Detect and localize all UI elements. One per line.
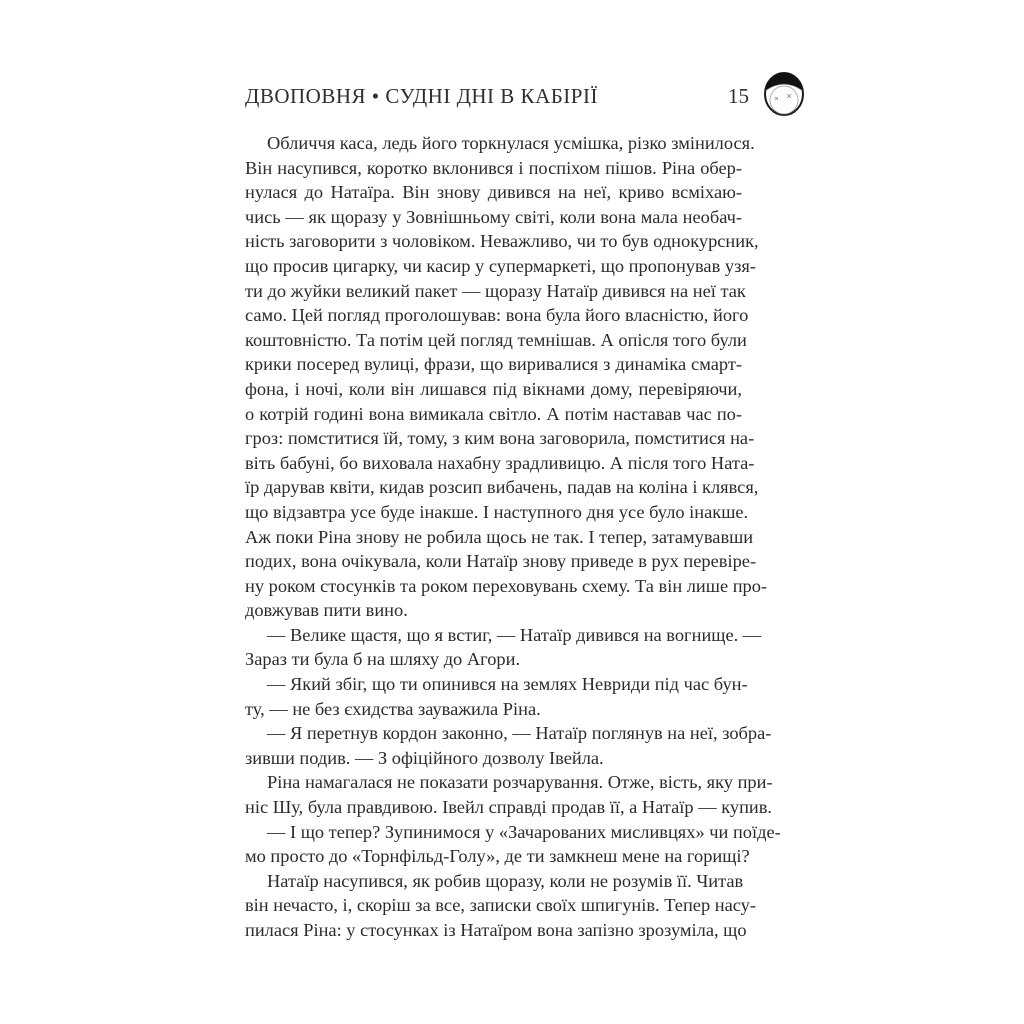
text-line: зивши подив. — З офіційного дозволу Івейла. xyxy=(245,747,604,768)
text-line: фона, і ночі, коли він лишався під вікнами дому, перевіряючи, xyxy=(245,378,742,399)
paragraph-4 xyxy=(245,770,773,819)
paragraph-5 xyxy=(245,820,781,869)
text-line: їр дарував квіти, кидав розсип вибачень, падав на коліна і клявся, xyxy=(245,477,759,498)
text-line: подих, вона очікувала, коли Натаїр знову приведе в рух перевіре- xyxy=(245,551,757,572)
text-line: Аж поки Ріна знову не робила щось не так. І тепер, затамувавши xyxy=(245,526,754,547)
text-line: віть бабуні, бо виховала нахабну зрадливицю. А після того Ната- xyxy=(245,452,755,473)
text-line: ніс Шу, була правдивою. Івейл справді продав її, а Натаїр — купив. xyxy=(245,797,773,818)
paragraph-3 xyxy=(245,721,772,770)
paragraph-1 xyxy=(245,623,762,672)
text-line: о котрій годині вона вимикала світло. А потім наставав час по- xyxy=(245,403,742,424)
text-line: ну роком стосунків та роком переховувань схему. Та він лише про- xyxy=(245,575,768,596)
text-line: Він насупився, коротко вклонився і поспіхом пішов. Ріна обер- xyxy=(245,157,742,178)
text-line: ти до жуйки великий пакет — щоразу Натаїр дивився на неї так xyxy=(245,280,746,301)
moon-phase-icon xyxy=(762,70,806,118)
text-line: гроз: помститися їй, тому, з ким вона заговорила, помститися на- xyxy=(245,428,755,449)
text-line: нулася до Натаїра. Він знову дивився на неї, криво всміхаю- xyxy=(245,182,742,203)
page-number: 15 xyxy=(728,84,749,108)
running-title: ДВОПОВНЯ • СУДНІ ДНІ В КАБІРІЇ xyxy=(245,84,598,108)
text-line: ту, — не без єхидства зауважила Ріна. xyxy=(245,698,541,719)
text-line: крики посеред вулиці, фрази, що виривалися з динаміка смарт- xyxy=(245,354,742,375)
text-line: коштовністю. Та потім цей погляд темнішав. А опісля того були xyxy=(245,329,747,350)
running-header xyxy=(245,84,749,114)
text-line: пилася Ріна: у стосунках із Натаїром вона запізно зрозуміла, що xyxy=(245,920,747,940)
body-text xyxy=(245,131,781,943)
text-line: Зараз ти була б на шляху до Агори. xyxy=(245,649,521,670)
text-line: — І що тепер? Зупинимося у «Зачарованих мисливцях» чи поїде- xyxy=(267,821,781,842)
text-line: чись — як щоразу у Зовнішньому світі, коли вона мала необач- xyxy=(245,206,742,227)
text-line: — Я перетнув кордон законно, — Натаїр поглянув на неї, зобра- xyxy=(267,723,772,744)
text-line: Обличчя каса, ледь його торкнулася усмішка, різко змінилося. xyxy=(267,133,755,153)
text-line: само. Цей погляд проголошував: вона була його власністю, його xyxy=(245,305,749,326)
text-line: довжував пити вино. xyxy=(245,600,408,621)
paragraph-6 xyxy=(245,869,756,943)
text-line: — Велике щастя, що я встиг, — Натаїр дивився на вогнище. — xyxy=(267,624,762,645)
text-line: Ріна намагалася не показати розчарування. Отже, вість, яку при- xyxy=(267,772,773,793)
text-line: — Який збіг, що ти опинився на землях Невриди під час бун- xyxy=(267,674,748,695)
text-line: він нечасто, і, скоріш за все, записки своїх шпигунів. Тепер насу- xyxy=(245,895,756,916)
paragraph-0 xyxy=(245,131,768,623)
text-line: мо просто до «Торнфільд-Голу», де ти замкнеш мене на горищі? xyxy=(245,846,750,867)
text-line: Натаїр насупився, як робив щоразу, коли не розумів її. Читав xyxy=(267,870,744,891)
paragraph-2 xyxy=(245,672,748,721)
text-line: ність заговорити з чоловіком. Неважливо, чи то був однокурсник, xyxy=(245,231,759,252)
text-line: що просив цигарку, чи касир у супермаркеті, що пропонував узя- xyxy=(245,255,756,276)
text-line: що відзавтра усе буде інакше. І наступного дня усе було інакше. xyxy=(245,501,749,522)
